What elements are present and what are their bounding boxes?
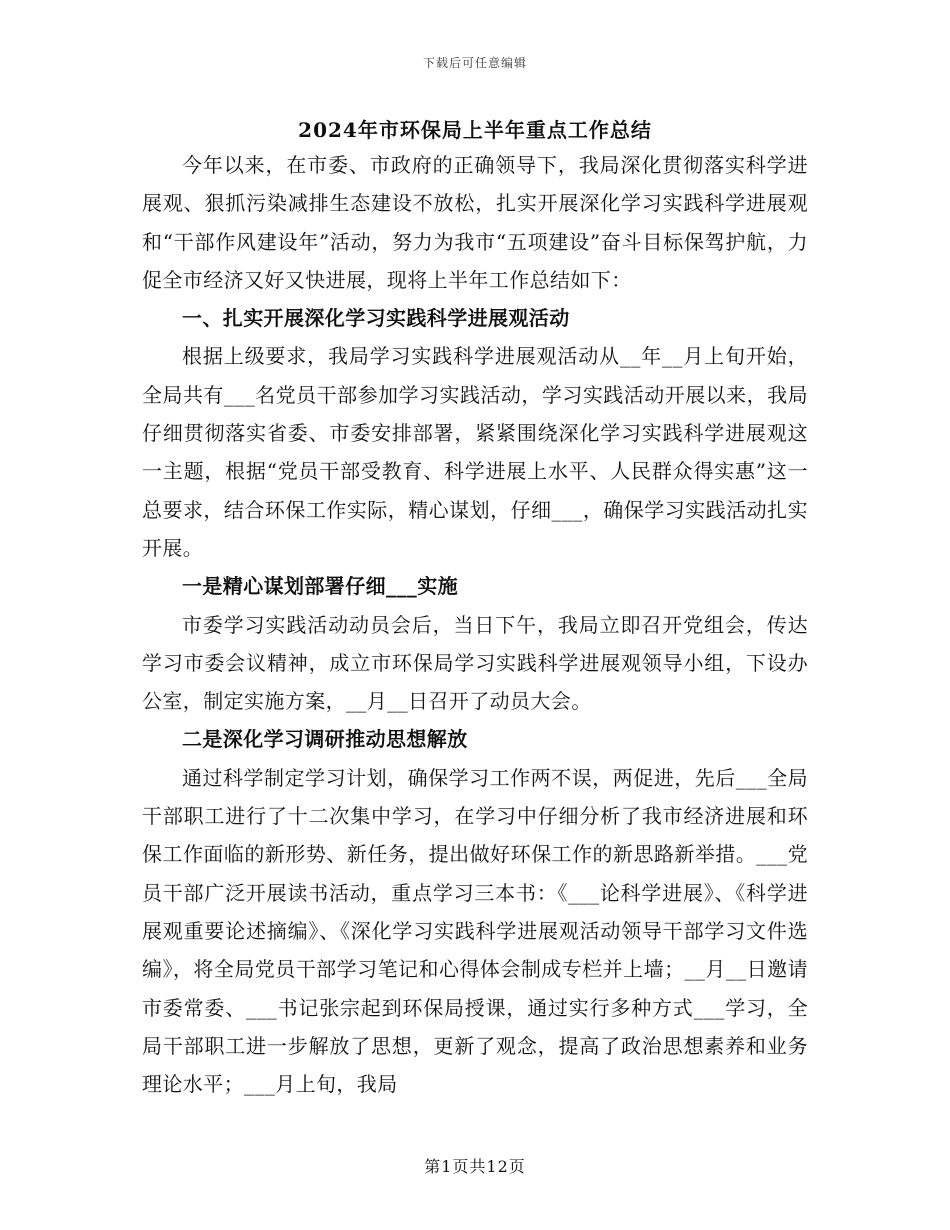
- document-title: 2024年市环保局上半年重点工作总结: [298, 118, 652, 142]
- paragraph-subsection-2: 通过科学制定学习计划，确保学习工作两不误，两促进，先后___全局干部职工进行了十二次集中学习，在学习中仔细分析了我市经济进展和环保工作面临的新形势、新任务，提出做好环保工作的新思路新举措。___党员干部广泛开展读书活动，重点学习三本书：《___论科学进展》、《科学进展观重要论述摘编》、《深化学习实践科学进展观活动领导干部学习文件选编》，将全局党员干部学习笔记和心得体会制成专栏并上墙；__月__日邀请市委常委、___书记张宗起到环保局授课，通过实行多种方式___学习，全局干部职工进一步解放了思想，更新了观念，提高了政治思想素养和业务理论水平；___月上旬，我局: [142, 765, 808, 1097]
- subsection-heading-2: 二是深化学习调研推动思想解放: [182, 727, 468, 752]
- subsection-heading-1: 一是精心谋划部署仔细___实施: [182, 574, 458, 599]
- header-note: 下载后可任意编辑: [422, 56, 527, 70]
- document-body: [142, 146, 808, 1103]
- page-number: 第1页共12页: [424, 1157, 526, 1176]
- paragraph-section-1: 根据上级要求，我局学习实践科学进展观活动从__年__月上旬开始，全局共有___名党员干部参加学习实践活动，学习实践活动开展以来，我局仔细贯彻落实省委、市委安排部署，紧紧围绕深化学习实践科学进展观这一主题，根据“党员干部受教育、科学进展上水平、人民群众得实惠”这一总要求，结合环保工作实际，精心谋划，仔细___，确保学习实践活动扎实开展。: [142, 344, 808, 560]
- paragraph-intro: 今年以来，在市委、市政府的正确领导下，我局深化贯彻落实科学进展观、狠抓污染减排生态建设不放松，扎实开展深化学习实践科学进展观和“干部作风建设年”活动，努力为我市“五项建设”奋斗目标保驾护航，力促全市经济又好又快进展，现将上半年工作总结如下：: [142, 153, 808, 292]
- section-heading-1: 一、扎实开展深化学习实践科学进展观活动: [182, 306, 570, 331]
- paragraph-subsection-1: 市委学习实践活动动员会后，当日下午，我局立即召开党组会，传达学习市委会议精神，成立市环保局学习实践科学进展观领导小组，下设办公室，制定实施方案，__月__日召开了动员大会。: [142, 612, 808, 714]
